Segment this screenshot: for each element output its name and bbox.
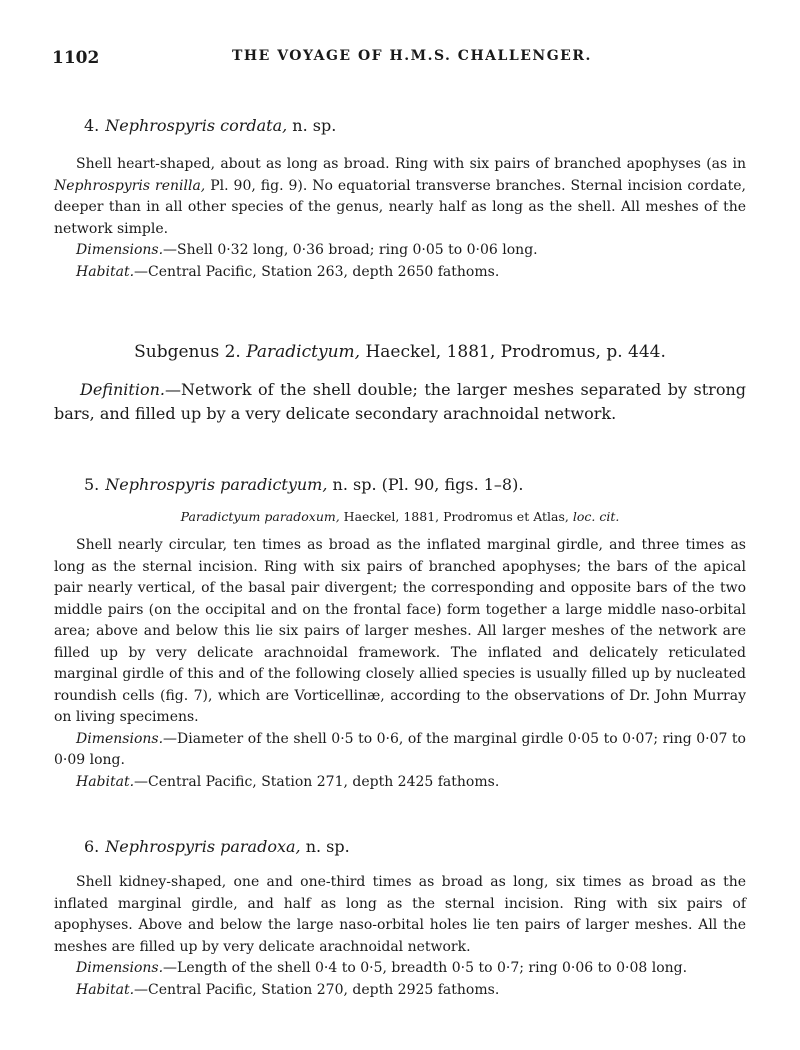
habitat-text: —Central Pacific, Station 270, depth 2925 fathoms. xyxy=(134,981,500,998)
running-title: THE VOYAGE OF H.M.S. CHALLENGER. xyxy=(232,48,592,64)
definition-text: —Network of the shell double; the larger meshes separated by strong bars, and filled up by a very delicate secondary arachnoidal network. xyxy=(54,380,746,423)
definition-label: Definition. xyxy=(80,380,165,399)
species-4-description xyxy=(54,154,746,240)
description-italic: Nephrospyris renilla, xyxy=(54,177,206,194)
dimensions-text: —Shell 0·32 long, 0·36 broad; ring 0·05 to 0·06 long. xyxy=(163,242,538,258)
dimensions-text: —Length of the shell 0·4 to 0·5, breadth 0·5 to 0·7; ring 0·06 to 0·08 long. xyxy=(163,960,688,976)
species-name: Nephrospyris cordata, xyxy=(105,116,288,135)
species-5-description: Shell nearly circular, ten times as broad as the inflated marginal girdle, and three times as long as the sternal incision. Ring with six pairs of branched apophyses; the bars of the apical pair nearly vertical, of the basal pair divergent; the corresponding and opposite bars of the two middle pairs (on the occipital and on the frontal face) form together a large middle naso-orbital area; above and below this lie six pairs of larger meshes. All larger meshes of the network are filled up by very delicate arachnoidal framework. The inflated and delicately reticulated marginal girdle of this and of the following closely allied species is usually filled up by nucleated roundish cells (fig. 7), which are Vorticellinæ, according to the observations of Dr. John Murray on living specimens. xyxy=(54,537,746,725)
species-4-dimensions xyxy=(54,240,746,262)
species-6-habitat xyxy=(54,980,746,1002)
habitat-label: Habitat. xyxy=(76,263,135,280)
species-4-section xyxy=(54,115,746,137)
subgenus-prefix: Subgenus 2. xyxy=(134,342,247,362)
species-6-description: Shell kidney-shaped, one and one-third times as broad as long, six times as broad as the inflated marginal girdle, and half as long as the sternal incision. Ring with six pairs of apophyses. Above and below the large naso-orbital holes lie ten pairs of larger meshes. All the meshes are filled up by very delicate arachnoidal network. xyxy=(54,874,746,955)
synonym-citation: loc. cit. xyxy=(572,509,620,524)
page-number: 1102 xyxy=(52,48,100,68)
species-5-section xyxy=(54,474,746,496)
habitat-text: —Central Pacific, Station 271, depth 2425 fathoms. xyxy=(134,773,500,790)
species-4-body xyxy=(54,154,746,283)
subgenus-definition-block xyxy=(54,378,746,426)
subgenus-heading xyxy=(54,340,746,364)
species-5-synonym xyxy=(54,508,746,526)
subgenus-name: Paradictyum, xyxy=(246,342,361,362)
species-6-section xyxy=(54,836,746,858)
species-suffix: n. sp. (Pl. 90, figs. 1–8). xyxy=(327,475,524,494)
species-5-synonym-block xyxy=(54,508,746,526)
species-suffix: n. sp. xyxy=(300,837,350,856)
page-header xyxy=(52,48,748,72)
subgenus-suffix: Haeckel, 1881, Prodromus, p. 444. xyxy=(360,342,666,362)
species-number: 5. xyxy=(84,475,100,494)
species-name: Nephrospyris paradoxa, xyxy=(105,837,301,856)
species-6-dimensions xyxy=(54,958,746,980)
description-text: Shell heart-shaped, about as long as broad. Ring with six pairs of branched apophyses (as in xyxy=(76,156,746,172)
species-4-habitat xyxy=(54,262,746,284)
habitat-label: Habitat. xyxy=(76,773,135,790)
subgenus-definition xyxy=(54,378,746,426)
species-5-dimensions xyxy=(54,729,746,772)
dimensions-text: —Diameter of the shell 0·5 to 0·6, of the marginal girdle 0·05 to 0·07; ring 0·07 to 0·09 long. xyxy=(54,730,746,768)
habitat-label: Habitat. xyxy=(76,981,135,998)
species-name: Nephrospyris paradictyum, xyxy=(105,475,328,494)
synonym-text: Haeckel, 1881, Prodromus et Atlas, xyxy=(339,509,573,524)
species-5-body xyxy=(54,535,746,793)
species-number: 6. xyxy=(84,837,100,856)
synonym-name: Paradictyum paradoxum, xyxy=(180,509,340,524)
species-5-heading xyxy=(54,474,746,496)
species-5-habitat xyxy=(54,772,746,794)
species-6-heading xyxy=(54,836,746,858)
species-number: 4. xyxy=(84,116,100,135)
habitat-text: —Central Pacific, Station 263, depth 2650 fathoms. xyxy=(134,263,500,280)
description-text: Pl. 90, fig. 9). No equatorial transverse branches. Sternal incision cordate, deeper than in all other species of the genus, nearly half as long as the shell. All meshes of the network simple. xyxy=(54,177,747,237)
dimensions-label: Dimensions. xyxy=(76,242,164,258)
species-4-heading xyxy=(54,115,746,137)
dimensions-label: Dimensions. xyxy=(76,960,164,976)
species-6-body xyxy=(54,872,746,1001)
species-suffix: n. sp. xyxy=(287,116,337,135)
dimensions-label: Dimensions. xyxy=(76,730,164,747)
